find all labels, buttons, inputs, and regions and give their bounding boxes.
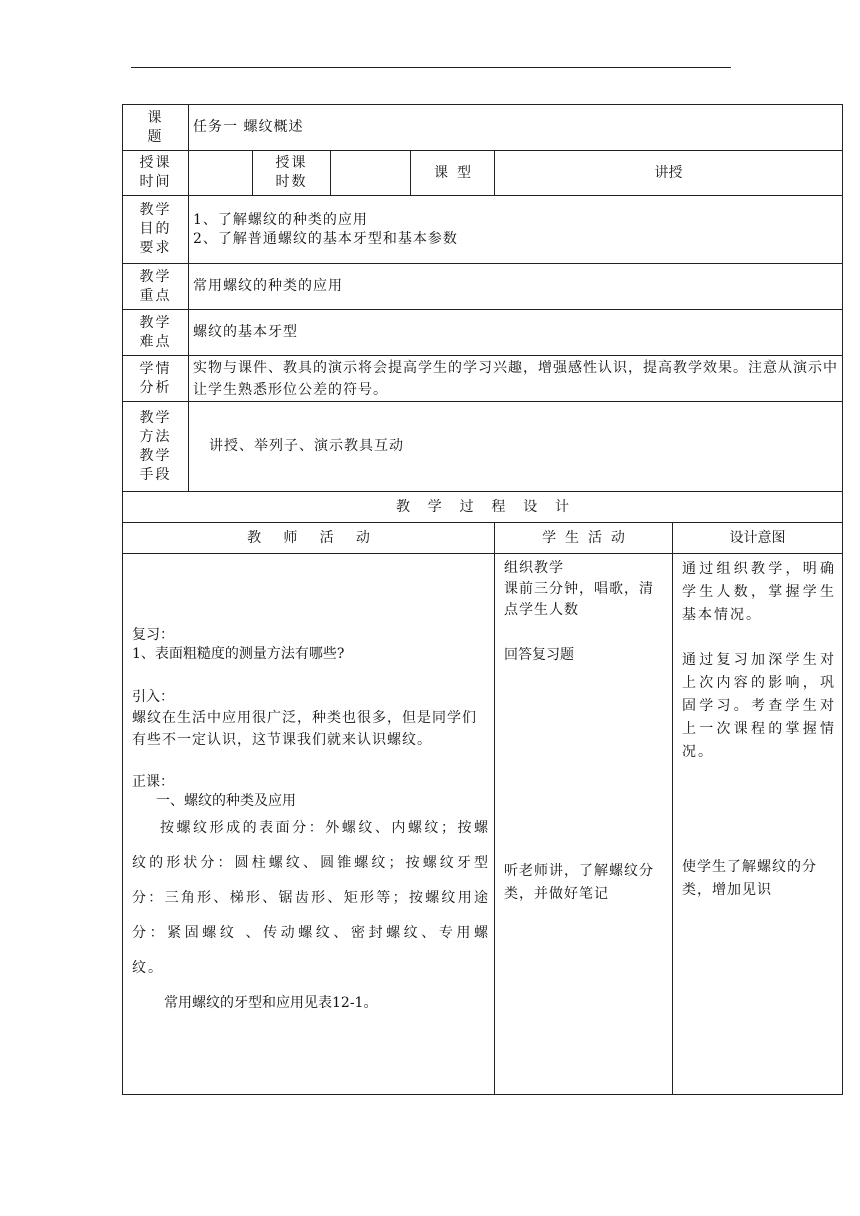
key-value: 常用螺纹的种类的应用 bbox=[189, 264, 843, 310]
type-value: 讲授 bbox=[495, 151, 843, 196]
situation-label: 学情 分析 bbox=[123, 356, 189, 402]
student-review: 回答复习题 bbox=[504, 647, 574, 663]
classify-text: 按螺纹形成的表面分：外螺纹、内螺纹；按螺纹的形状分：圆柱螺纹、圆锥螺纹；按螺纹牙型分：三角形、梯形、锯齿形、矩形等；按螺纹用途分：紧固螺纹 、传动螺纹、密封螺纹、专用螺纹。 bbox=[132, 820, 490, 976]
process-title-row bbox=[123, 492, 843, 523]
table-reference: 常用螺纹的牙型和应用见表12-1。 bbox=[164, 995, 378, 1011]
situation-value: 实物与课件、教具的演示将会提高学生的学习兴趣，增强感性认识，提高教学效果。注意从演示中让学生熟悉形位公差的符号。 bbox=[189, 356, 843, 402]
student-activity-cell bbox=[495, 554, 673, 1095]
student-activity-header: 学 生 活 动 bbox=[495, 523, 673, 554]
goal-line-1: 1、了解螺纹的种类的应用 bbox=[193, 211, 368, 228]
intro-text: 螺纹在生活中应用很广泛，种类也很多，但是同学们有些不一定认识，这节课我们就来认识螺纹。 bbox=[132, 710, 477, 748]
difficulty-row bbox=[123, 310, 843, 356]
situation-row bbox=[123, 356, 843, 402]
method-value: 讲授、举列子、演示教具互动 bbox=[189, 402, 843, 492]
goal-value bbox=[189, 196, 843, 264]
teacher-activity-cell bbox=[123, 554, 495, 1095]
topic-label: 课 题 bbox=[123, 105, 189, 151]
process-header-row bbox=[123, 523, 843, 554]
difficulty-value: 螺纹的基本牙型 bbox=[189, 310, 843, 356]
key-label: 教学 重点 bbox=[123, 264, 189, 310]
hours-label: 授课 时数 bbox=[253, 151, 331, 196]
design-review: 通过复习加深学生对上次内容的影响，巩固学习。考查学生对上一次课程的掌握情况。 bbox=[682, 652, 837, 760]
teacher-activity-header: 教 师 活 动 bbox=[123, 523, 495, 554]
type-label: 课 型 bbox=[411, 151, 495, 196]
lesson-title: 正课： bbox=[132, 774, 174, 790]
method-row bbox=[123, 402, 843, 492]
time-label: 授课 时间 bbox=[123, 151, 189, 196]
process-content-row bbox=[123, 554, 843, 1095]
difficulty-label: 教学 难点 bbox=[123, 310, 189, 356]
header-rule bbox=[131, 67, 731, 68]
design-intent-header: 设计意图 bbox=[673, 523, 843, 554]
design-intent-cell bbox=[673, 554, 843, 1095]
student-organize: 组织教学 课前三分钟，唱歌，清点学生人数 bbox=[504, 560, 654, 618]
goal-label: 教学 目的 要求 bbox=[123, 196, 189, 264]
intro-title: 引入： bbox=[132, 689, 174, 705]
time-row bbox=[123, 151, 843, 196]
review-question: 1、表面粗糙度的测量方法有哪些? bbox=[132, 646, 345, 662]
process-section-title: 教 学 过 程 设 计 bbox=[123, 492, 843, 523]
goal-line-2: 2、了解普通螺纹的基本牙型和基本参数 bbox=[193, 230, 458, 247]
design-organize: 通过组织教学，明确学生人数，掌握学生基本情况。 bbox=[682, 561, 837, 623]
hours-value bbox=[331, 151, 411, 196]
student-listen: 听老师讲，了解螺纹分类，并做好笔记 bbox=[504, 863, 654, 902]
lesson-plan-table bbox=[122, 104, 843, 1095]
review-title: 复习： bbox=[132, 627, 174, 643]
section-heading: 一、螺纹的种类及应用 bbox=[156, 793, 296, 809]
topic-row bbox=[123, 105, 843, 151]
time-value bbox=[189, 151, 253, 196]
design-classify: 使学生了解螺纹的分类，增加见识 bbox=[682, 859, 817, 898]
method-label: 教学 方法 教学 手段 bbox=[123, 402, 189, 492]
goal-row bbox=[123, 196, 843, 264]
topic-value: 任务一 螺纹概述 bbox=[189, 105, 843, 151]
key-row bbox=[123, 264, 843, 310]
